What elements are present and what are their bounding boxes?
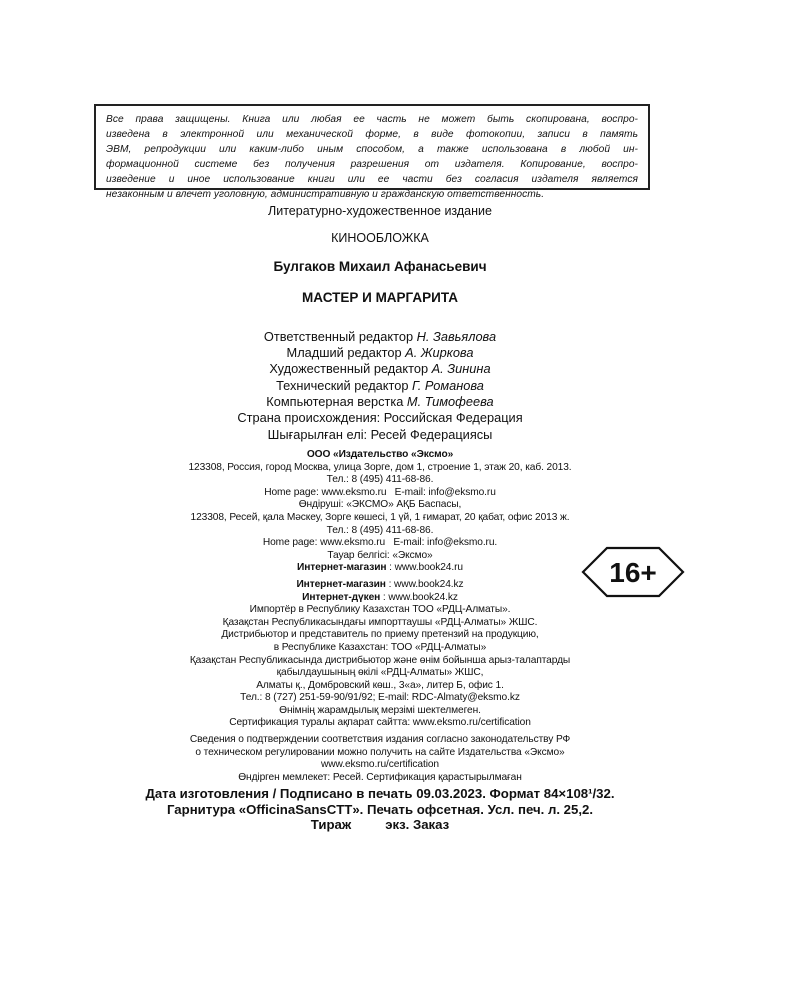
importer-ru: Импортёр в Республику Казахстан ТОО «РДЦ-Алматы». bbox=[249, 604, 511, 616]
run-label: Тираж bbox=[310, 817, 352, 832]
print-imprint bbox=[0, 786, 760, 833]
age-rating-icon bbox=[581, 546, 685, 598]
publisher-web: Home page: www.eksmo.ru E-mail: info@eksmo.ru bbox=[264, 486, 496, 498]
online-shop-label: Интернет-дүкен bbox=[302, 591, 381, 603]
country-of-origin bbox=[0, 410, 760, 443]
certification-kz-2: Өндірген мемлекет: Ресей. Сертификация қарастырылмаған bbox=[238, 771, 522, 783]
age-rating-badge bbox=[581, 546, 685, 598]
publisher-name: ООО «Издательство «Эксмо» bbox=[306, 449, 454, 460]
book-title: МАСТЕР И МАРГАРИТА bbox=[302, 290, 458, 305]
editor-role: Технический редактор bbox=[276, 377, 409, 393]
series-label: КИНООБЛОЖКА bbox=[331, 231, 429, 245]
online-shop-label: Интернет-магазин bbox=[296, 578, 386, 590]
editor-role: Компьютерная верстка bbox=[266, 393, 404, 409]
editor-role: Младший редактор bbox=[286, 345, 402, 361]
genre-label: Литературно-художественное издание bbox=[268, 204, 492, 218]
editor-credit bbox=[0, 394, 760, 410]
distributor-kz: Қазақстан Республикасында дистрибьютор және өнім бойынша арыз-талаптарды bbox=[189, 654, 571, 666]
distributor-kz: қабылдаушының өкілі «РДЦ-Алматы» ЖШС, bbox=[276, 667, 484, 679]
age-rating-text: 16+ bbox=[609, 557, 657, 588]
copyright-line: незаконным и влечет уголовную, административную и гражданскую ответственность. bbox=[106, 189, 545, 200]
distributor-ru: Дистрибьютор и представитель по приему претензий на продукцию, bbox=[221, 629, 539, 641]
publisher-web-kz: Home page: www.eksmo.ru E-mail: info@eksmo.ru. bbox=[262, 537, 498, 549]
shelf-life: Өнімнің жарамдылық мерзімі шектелмеген. bbox=[279, 704, 481, 716]
editor-credit bbox=[0, 329, 760, 345]
author-name: Булгаков Михаил Афанасьевич bbox=[273, 259, 487, 274]
copyright-line: изведена в электронной или механической форме, в виде фотокопии, записи в память bbox=[106, 129, 638, 140]
editor-role: Ответственный редактор bbox=[263, 329, 414, 344]
editor-credit bbox=[0, 345, 760, 361]
publisher-phone: Тел.: 8 (495) 411-68-86. bbox=[326, 474, 434, 486]
editor-name: М. Тимофеева bbox=[406, 393, 494, 409]
online-shop-url: : www.book24.kz bbox=[385, 578, 464, 590]
copyright-line: изведение и иное использование книги или ее части без согласия издателя является bbox=[106, 174, 638, 185]
online-shop-url: : www.book24.kz bbox=[380, 591, 458, 603]
copyright-line: ЭВМ, репродукции или каким-либо иным способом, а также использована в любой ин- bbox=[106, 144, 638, 155]
order-label: экз. Заказ bbox=[385, 817, 450, 832]
imprint-run bbox=[0, 817, 760, 833]
publisher-phone-kz: Тел.: 8 (495) 411-68-86. bbox=[326, 524, 434, 536]
editor-name: Г. Романова bbox=[412, 377, 484, 393]
imprint-typeface: Гарнитура «OfficinaSansCTT». Печать офсетная. Усл. печ. л. 25,2. bbox=[167, 801, 593, 817]
address-almaty: Алматы қ., Домбровский көш., 3«а», литер Б, офис 1. bbox=[256, 679, 504, 691]
editor-name: А. Зинина bbox=[431, 361, 491, 377]
editor-role: Художественный редактор bbox=[269, 361, 429, 377]
certification-url: www.eksmo.ru/certification bbox=[321, 759, 439, 771]
trademark: Тауар белгісі: «Эксмо» bbox=[327, 549, 433, 561]
publisher-address-kz: 123308, Ресей, қала Мәскеу, Зорге көшесі, 1 үй, 1 ғимарат, 20 қабат, офис 2013 ж. bbox=[190, 511, 570, 523]
editor-name: А. Жиркова bbox=[405, 345, 474, 361]
phone-almaty: Тел.: 8 (727) 251-59-90/91/92; E-mail: RDC-Almaty@eksmo.kz bbox=[240, 692, 520, 704]
manufacturer-kz: Өндіруші: «ЭКСМО» АҚБ Баспасы, bbox=[298, 499, 462, 511]
publisher-info bbox=[0, 449, 760, 784]
editor-credit bbox=[0, 378, 760, 394]
editor-credit bbox=[0, 361, 760, 377]
editor-name: Н. Завьялова bbox=[416, 329, 497, 344]
certification-ru: о техническом регулировании можно получить на сайте Издательства «Эксмо» bbox=[195, 746, 565, 758]
editorial-credits bbox=[0, 329, 760, 410]
distributor-ru: в Республике Казахстан: ТОО «РДЦ-Алматы» bbox=[273, 641, 487, 653]
copyright-line: Все права защищены. Книга или любая ее часть не может быть скопирована, воспро- bbox=[106, 114, 638, 125]
copyright-notice-box bbox=[94, 104, 650, 200]
origin-line: Страна происхождения: Российская Федерация bbox=[237, 410, 523, 425]
copyright-line: формационной системе без получения разрешения от издателя. Копирование, воспро- bbox=[106, 159, 638, 170]
online-shop-label: Интернет-магазин bbox=[297, 562, 387, 574]
certification-ru: Сведения о подтверждении соответствия издания согласно законодательству РФ bbox=[189, 734, 571, 746]
importer-kz: Қазақстан Республикасындағы импорттаушы «РДЦ-Алматы» ЖШС. bbox=[222, 616, 538, 628]
origin-line: Шығарылған елі: Ресей Федерациясы bbox=[267, 426, 493, 442]
online-shop-url: : www.book24.ru bbox=[386, 562, 463, 574]
imprint-date-format: Дата изготовления / Подписано в печать 09.03.2023. Формат 84×108¹/32. bbox=[145, 786, 615, 801]
certification-kz: Сертификация туралы ақпарат сайтта: www.eksmo.ru/certification bbox=[229, 717, 531, 729]
publisher-address: 123308, Россия, город Москва, улица Зорге, дом 1, строение 1, этаж 20, каб. 2013. bbox=[188, 461, 572, 473]
